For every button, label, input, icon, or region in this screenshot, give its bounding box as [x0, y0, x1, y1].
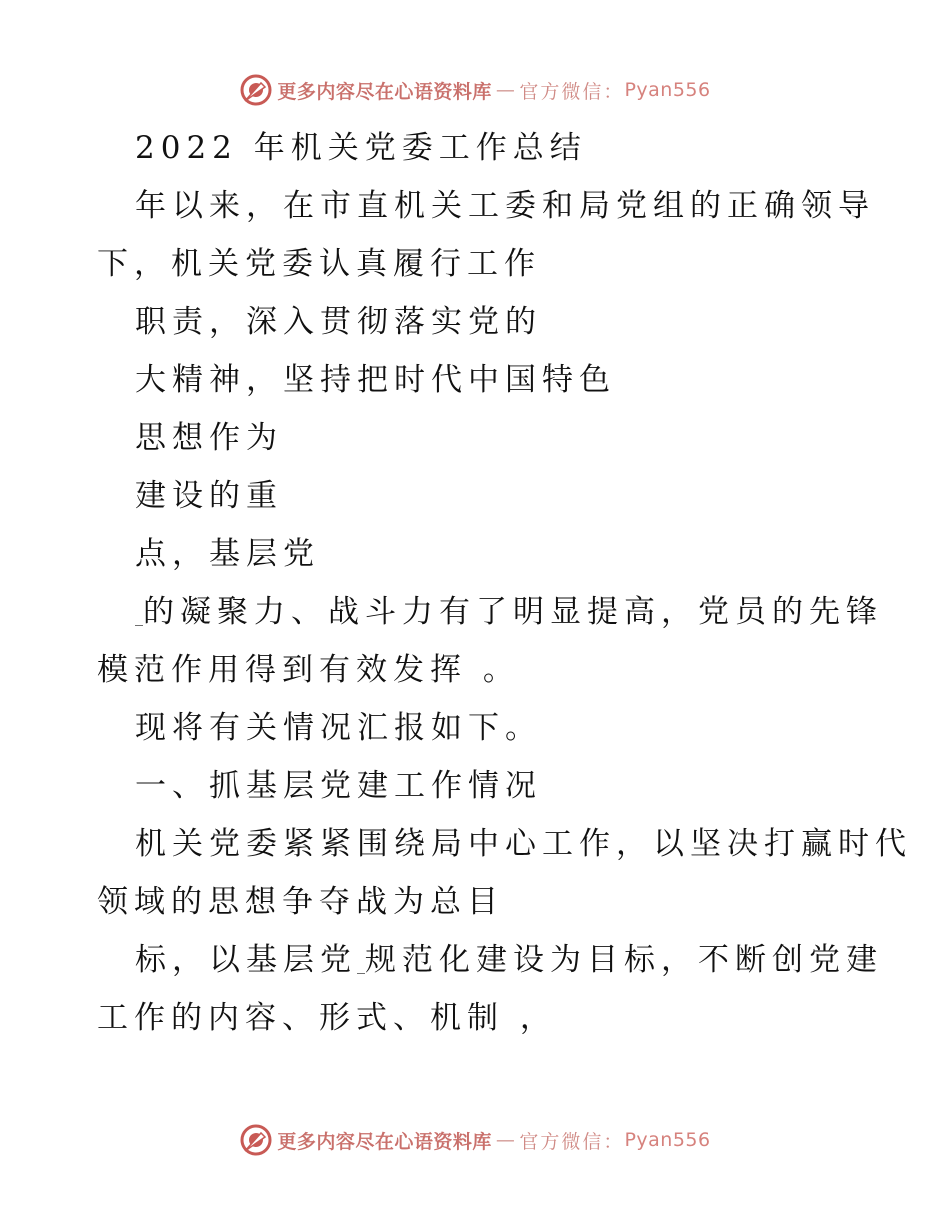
- paragraph-line: 下，机关党委认真履行工作: [97, 246, 541, 282]
- watermark-brand: 更多内容尽在心语资料库: [277, 80, 492, 103]
- paragraph-line: 点，基层党: [135, 536, 320, 572]
- dash-mark: _: [357, 955, 365, 974]
- library-logo-icon: [239, 1123, 273, 1157]
- paragraph-line: 大精神，坚持把时代中国特色: [135, 362, 616, 398]
- watermark-separator: —: [495, 79, 516, 101]
- watermark-separator: —: [495, 1129, 516, 1151]
- footer-watermark: [0, 1120, 950, 1160]
- watermark-wechat-id: Pyan556: [624, 79, 711, 101]
- paragraph-line: 建设的重: [135, 478, 283, 514]
- paragraph-text: 标，以基层党: [135, 942, 357, 978]
- paragraph-text: 规范化建设为目标，不断创党建: [365, 942, 883, 978]
- paragraph-line: 职责，深入贯彻落实党的: [135, 304, 542, 340]
- watermark-label: 官方微信：: [519, 1130, 625, 1153]
- paragraph-text: 的凝聚力、战斗力有了明显提高，党员的先锋: [143, 594, 883, 630]
- paragraph-line: 领域的思想争夺战为总目: [97, 884, 504, 920]
- paragraph-line: 年以来，在市直机关工委和局党组的正确领导: [135, 188, 875, 224]
- document-title: 2022 年机关党委工作总结: [135, 130, 587, 166]
- paragraph-line: [0, 592, 950, 637]
- paragraph-line: 现将有关情况汇报如下。: [135, 710, 542, 746]
- watermark-brand: 更多内容尽在心语资料库: [277, 1130, 492, 1153]
- section-heading: 一、抓基层党建工作情况: [135, 768, 542, 804]
- paragraph-line: [0, 940, 950, 985]
- paragraph-line: 模范作用得到有效发挥 。: [97, 652, 520, 688]
- paragraph-line: 机关党委紧紧围绕局中心工作，以坚决打赢时代: [135, 826, 912, 862]
- watermark-wechat-id: Pyan556: [624, 1129, 711, 1151]
- watermark-label: 官方微信：: [519, 80, 625, 103]
- dash-mark: _: [135, 607, 143, 626]
- paragraph-line: 思想作为: [135, 420, 283, 456]
- paragraph-line: 工作的内容、形式、机制 ，: [97, 1000, 557, 1036]
